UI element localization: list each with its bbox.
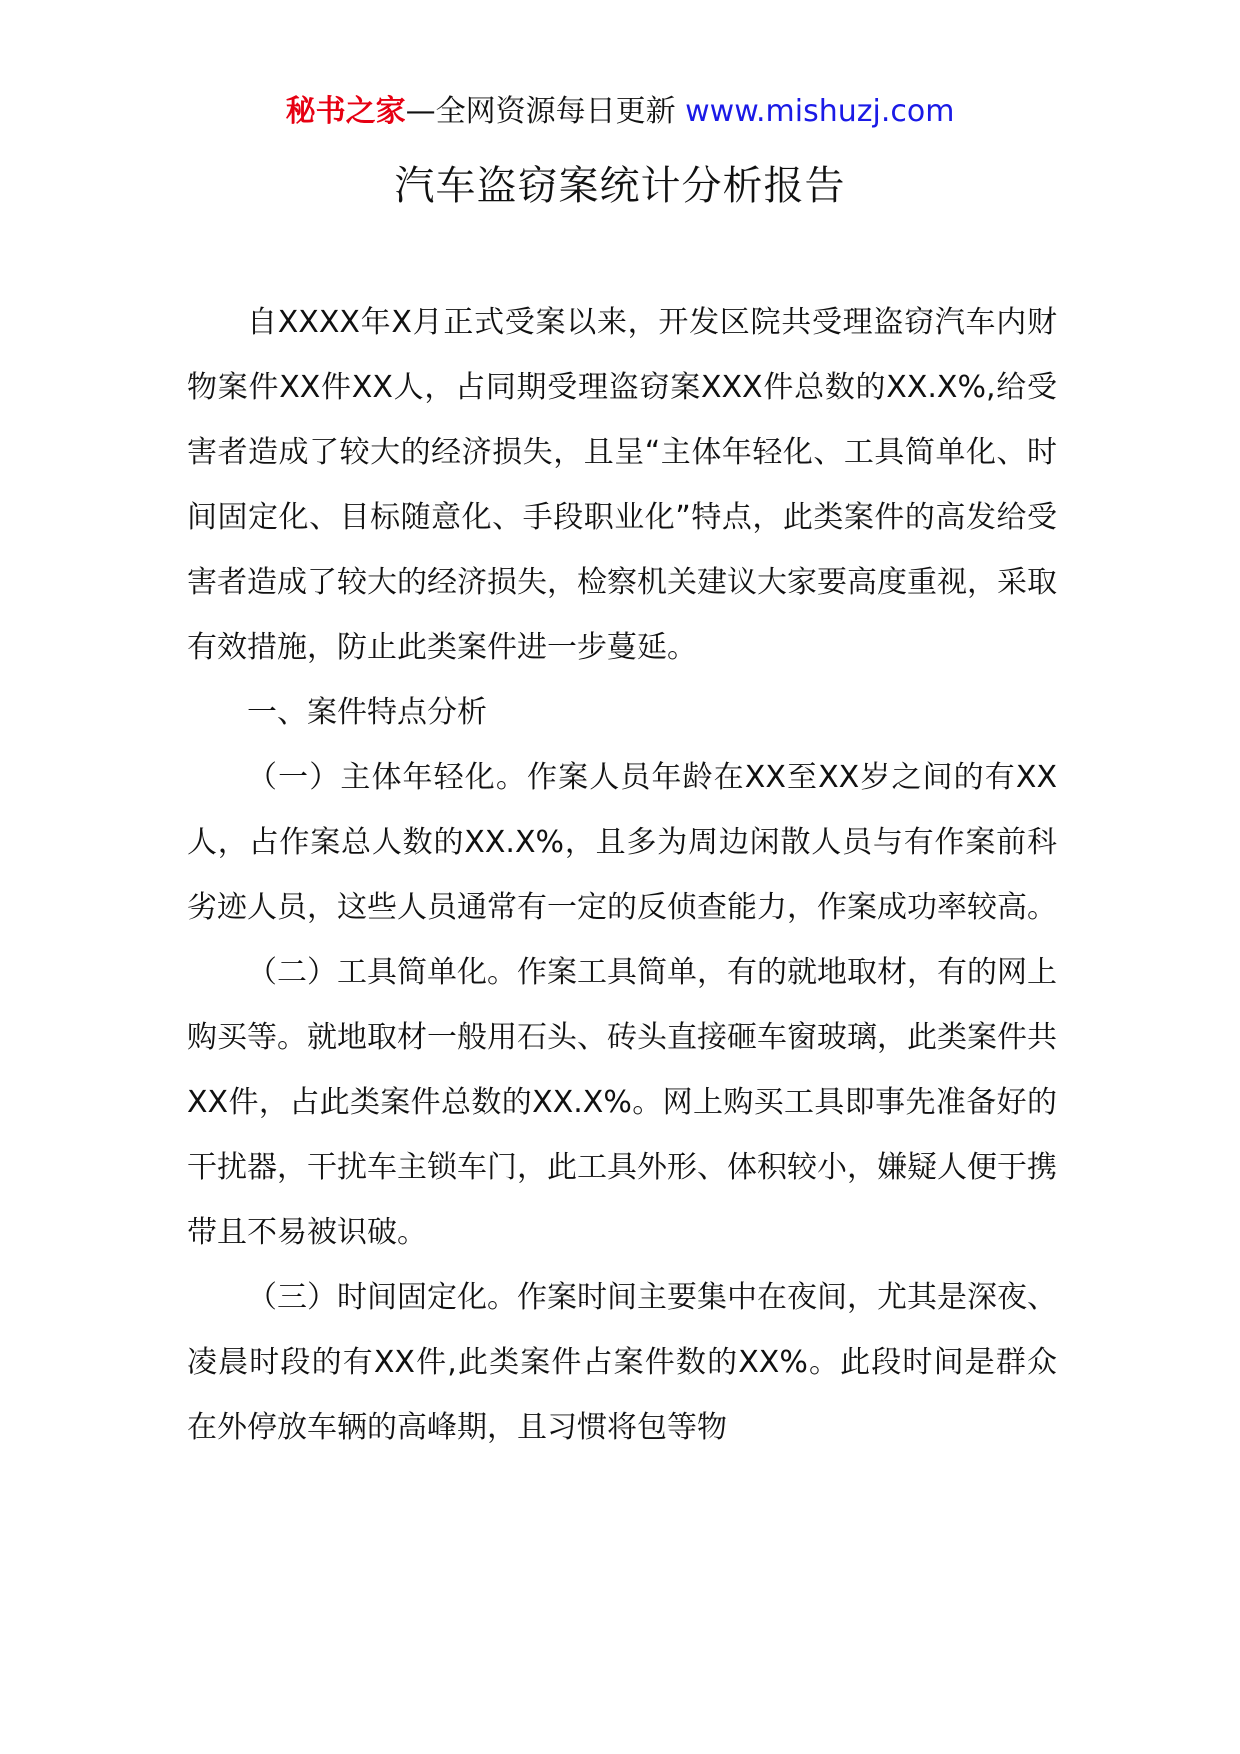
paragraph-fixed-time: （三）时间固定化。作案时间主要集中在夜间，尤其是深夜、凌晨时段的有XX件,此类案件占案件数的XX%。此段时间是群众在外停放车辆的高峰期，且习惯将包等物: [187, 1280, 1057, 1445]
paragraph-young-offenders: （一）主体年轻化。作案人员年龄在XX至XX岁之间的有XX人，占作案总人数的XX.X%，且多为周边闲散人员与有作案前科劣迹人员，这些人员通常有一定的反侦查能力，作案成功率较高。: [187, 760, 1057, 925]
site-slogan: —全网资源每日更新: [405, 94, 676, 129]
document-body: [187, 290, 1057, 1460]
paragraph-simple-tools: （二）工具简单化。作案工具简单，有的就地取材，有的网上购买等。就地取材一般用石头、砖头直接砸车窗玻璃，此类案件共XX件，占此类案件总数的XX.X%。网上购买工具即事先准备好的干扰器，干扰车主锁车门，此工具外形、体积较小，嫌疑人便于携带且不易被识破。: [187, 955, 1057, 1250]
section-heading-case-analysis: 一、案件特点分析: [247, 695, 487, 730]
paragraph-intro: 自XXXX年X月正式受案以来，开发区院共受理盗窃汽车内财物案件XX件XX人，占同期受理盗窃案XXX件总数的XX.X%,给受害者造成了较大的经济损失，且呈“主体年轻化、工具简单化、时间固定化、目标随意化、手段职业化”特点，此类案件的高发给受害者造成了较大的经济损失，检察机关建议大家要高度重视，采取有效措施，防止此类案件进一步蔓延。: [187, 305, 1057, 665]
site-url-link[interactable]: www.mishuzj.com: [685, 94, 955, 129]
document-title: 汽车盗窃案统计分析报告: [394, 163, 846, 209]
brand-name: 秘书之家: [285, 94, 406, 129]
site-header: [0, 92, 1240, 132]
